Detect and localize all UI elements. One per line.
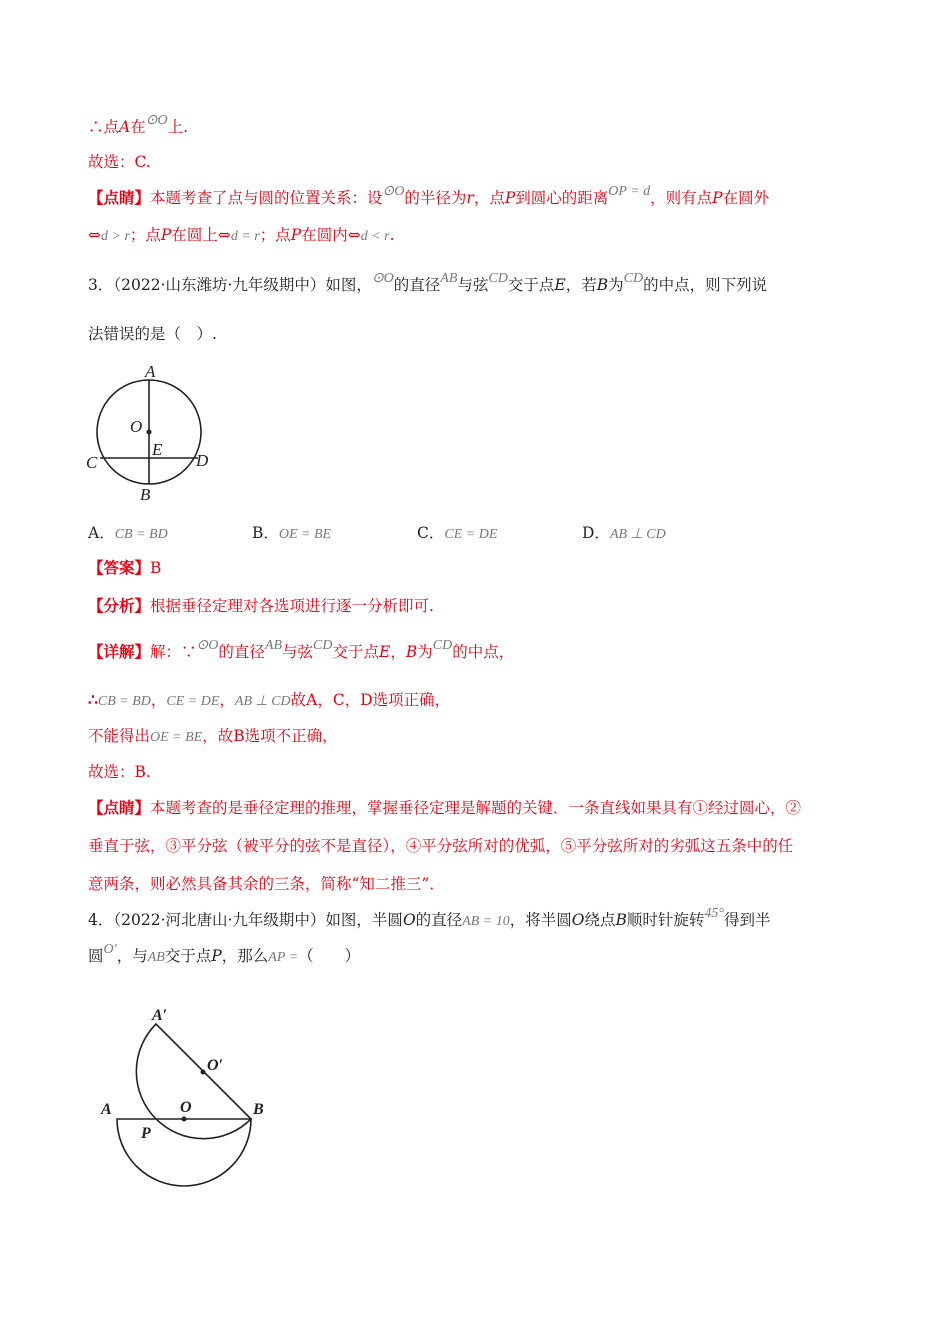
question-3-line-1: 3．（2022·山东潍坊·九年级期中）如图，⊙O的直径AB与弦CD交于点E，若B为CD的中点，则下列说 <box>88 271 768 294</box>
figure-semicircles <box>90 995 290 1195</box>
fig1-label-o: O <box>130 417 143 436</box>
fig2-label-a-prime: A′ <box>152 1007 168 1024</box>
center-o-prime-dot <box>201 1070 206 1075</box>
option-c[interactable]: C．CE = DE <box>417 524 498 542</box>
option-d[interactable]: D．AB ⊥ CD <box>582 524 666 542</box>
detail-line-3: 不能得出OE = BE，故B选项不正确， <box>88 727 338 745</box>
choice-line: 故选：C. <box>88 153 151 171</box>
semicircle-o-prime <box>136 1024 251 1139</box>
fig2-label-b: B <box>253 1101 264 1118</box>
question-4-line-1: 4．（2022·河北唐山·九年级期中）如图，半圆O的直径AB = 10，将半圆O绕点B顺时针旋转45°得到半 <box>88 906 771 929</box>
question-3-line-2: 法错误的是（ ）. <box>88 325 217 343</box>
fig2-label-o: O <box>180 1099 192 1116</box>
fig1-label-b: B <box>140 485 151 504</box>
conclusion-line: ∴点A在⊙O上. <box>88 113 189 136</box>
fig1-label-d: D <box>196 451 209 470</box>
dianjing-1-line-1: 【点睛】本题考查了点与圆的位置关系：设⊙O的半径为r，点P到圆心的距离OP = d，则有点P在圆外 <box>88 184 770 207</box>
fig2-label-a: A <box>101 1101 112 1118</box>
fig1-label-e: E <box>152 440 163 459</box>
fig1-label-a: A <box>145 362 156 381</box>
fig2-label-p: P <box>141 1125 151 1142</box>
fig1-label-c: C <box>86 453 98 472</box>
dianjing-1-line-2: ⇔d > r；点P在圆上⇔d = r；点P在圆内⇔d < r. <box>88 226 395 244</box>
dianjing-2-line-2: 垂直于弦，③平分弦（被平分的弦不是直径），④平分弦所对的优弧，⑤平分弦所对的劣弧这五条中的任 <box>88 837 794 855</box>
answer-line: 【答案】B <box>88 558 162 577</box>
dianjing-2-line-1: 【点睛】本题考查的是垂径定理的推理，掌握垂径定理是解题的关键．一条直线如果具有①经过圆心，② <box>88 798 802 817</box>
analysis-line: 【分析】根据垂径定理对各选项进行逐一分析即可. <box>88 596 434 615</box>
question-4-line-2: 圆O′，与AB交于点P，那么AP =（ ） <box>88 942 361 965</box>
option-b[interactable]: B．OE = BE <box>252 524 332 542</box>
detail-line-4: 故选：B. <box>88 763 151 781</box>
semicircle-o <box>117 1119 251 1186</box>
center-o-dot <box>182 1117 187 1122</box>
option-a[interactable]: A．CB = BD <box>88 524 168 542</box>
fig2-label-o-prime: O′ <box>207 1057 224 1074</box>
center-o-dot <box>147 430 152 435</box>
detail-line-2: ∴CB = BD，CE = DE，AB ⊥ CD故A，C，D选项正确， <box>88 690 451 709</box>
dianjing-2-line-3: 意两条，则必然具备其余的三条，简称“知二推三”． <box>88 875 445 893</box>
figure-circle <box>80 358 220 508</box>
detail-line-1: 【详解】解：∵⊙O的直径AB与弦CD交于点E，B为CD的中点， <box>88 638 515 661</box>
